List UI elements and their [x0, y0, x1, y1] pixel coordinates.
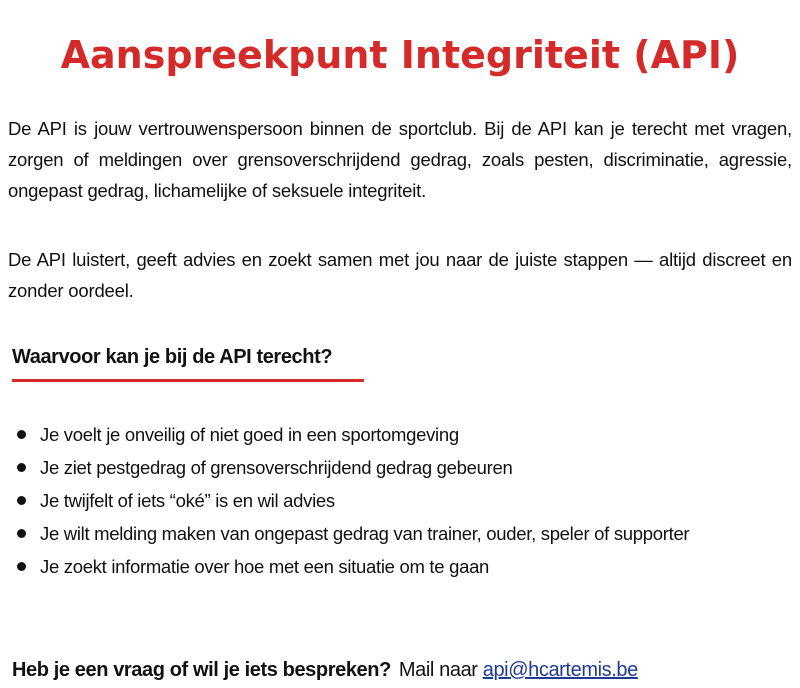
- email-link[interactable]: api@hcartemis.be: [482, 659, 638, 681]
- list-item: [0, 418, 689, 451]
- contact-question: Heb je een vraag of wil je iets bespreken?: [12, 659, 391, 681]
- heading-underline: [12, 379, 364, 382]
- list-item: [0, 517, 689, 550]
- bullet-icon: [17, 529, 26, 538]
- bullet-icon: [17, 430, 26, 439]
- bullet-icon: [17, 496, 26, 505]
- list-item: [0, 484, 689, 517]
- approach-paragraph: De API luistert, geeft advies en zoekt samen met jou naar de juiste stappen — altijd discreet en zonder oordeel.: [8, 249, 792, 301]
- list-item-text: Je twijfelt of iets “oké” is en wil advies: [40, 490, 335, 511]
- bullet-icon: [17, 463, 26, 472]
- list-item-text: Je zoekt informatie over hoe met een situatie om te gaan: [40, 556, 490, 577]
- page-title: Aanspreekpunt Integriteit (API): [60, 33, 740, 77]
- list-item-text: Je wilt melding maken van ongepast gedrag van trainer, ouder, speler of supporter: [40, 523, 690, 544]
- list-item: [0, 451, 689, 484]
- list-item-text: Je voelt je onveilig of niet goed in een sportomgeving: [40, 424, 459, 445]
- list-item: [0, 550, 689, 583]
- contact-line: [12, 653, 638, 687]
- list-item-text: Je ziet pestgedrag of grensoverschrijdend gedrag gebeuren: [40, 457, 513, 478]
- bullet-icon: [17, 562, 26, 571]
- reasons-list: [0, 418, 689, 583]
- intro-paragraph: De API is jouw vertrouwenspersoon binnen de sportclub. Bij de API kan je terecht met vragen, zorgen of meldingen over grensoverschrijdend gedrag, zoals pesten, discriminatie, agressie, ongepast gedrag, lichamelijke of seksuele integriteit.: [8, 118, 792, 201]
- section-heading: Waarvoor kan je bij de API terecht?: [12, 346, 333, 368]
- mail-prefix: Mail naar: [398, 659, 478, 681]
